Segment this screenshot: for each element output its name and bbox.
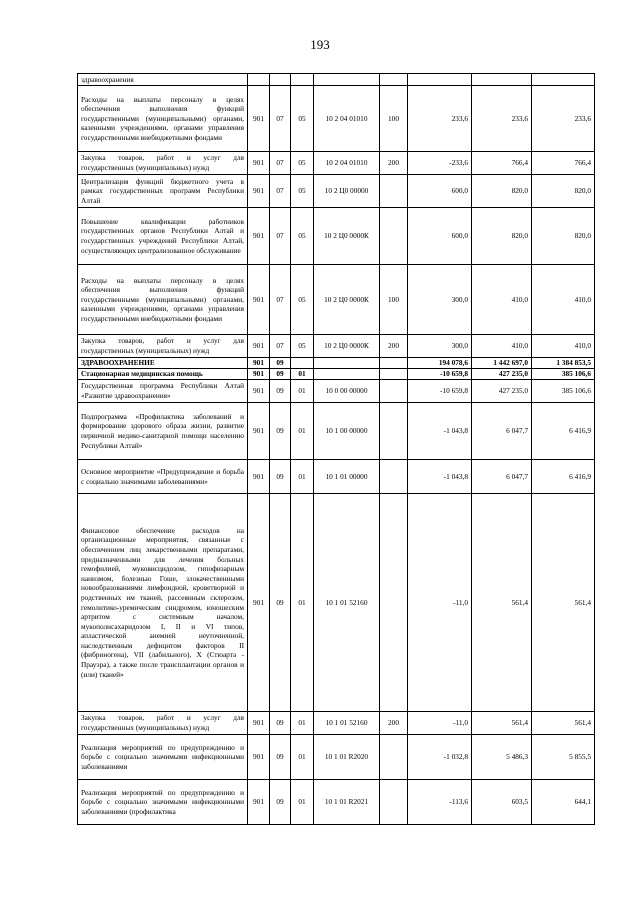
expense-type-cell <box>380 735 408 780</box>
expense-type-cell <box>380 780 408 825</box>
subsection-code-cell: 01 <box>291 780 314 825</box>
amount-year1-cell: 427 235,0 <box>472 369 532 380</box>
target-article-cell: 10 1 01 52160 <box>314 494 380 712</box>
target-article-cell <box>314 358 380 369</box>
subsection-code-cell: 05 <box>291 152 314 175</box>
target-article-cell <box>314 74 380 86</box>
amount-year2-cell: 233,6 <box>532 86 595 152</box>
amount-year1-cell: 6 047,7 <box>472 460 532 494</box>
section-code-cell <box>270 74 291 86</box>
section-code-cell: 07 <box>270 208 291 265</box>
amount-year2-cell: 6 416,9 <box>532 403 595 460</box>
expense-name-cell: Основное мероприятие «Предупреждение и борьба с социально значимыми заболеваниями» <box>78 460 248 494</box>
expense-type-cell <box>380 74 408 86</box>
amount-change-cell: -233,6 <box>408 152 472 175</box>
subsection-code-cell: 05 <box>291 175 314 208</box>
table-body <box>78 74 595 825</box>
subsection-code-cell <box>291 358 314 369</box>
amount-change-cell: -113,6 <box>408 780 472 825</box>
department-code-cell <box>248 74 270 86</box>
expense-name-cell: Расходы на выплаты персоналу в целях обеспечения выполнения функций государственными (муниципальными) органами, казенными учреждениями, органами управления государственными внебюджетными фондами <box>78 265 248 335</box>
department-code-cell: 901 <box>248 208 270 265</box>
budget-table <box>77 73 595 825</box>
amount-change-cell: -1 032,8 <box>408 735 472 780</box>
amount-year1-cell: 603,5 <box>472 780 532 825</box>
amount-year2-cell: 410,0 <box>532 335 595 358</box>
amount-year2-cell: 561,4 <box>532 494 595 712</box>
department-code-cell: 901 <box>248 265 270 335</box>
subsection-code-cell: 01 <box>291 712 314 735</box>
amount-year1-cell: 410,0 <box>472 335 532 358</box>
subsection-code-cell: 01 <box>291 735 314 780</box>
department-code-cell: 901 <box>248 712 270 735</box>
expense-name-cell: ЗДРАВООХРАНЕНИЕ <box>78 358 248 369</box>
amount-change-cell: 300,0 <box>408 335 472 358</box>
department-code-cell: 901 <box>248 175 270 208</box>
amount-change-cell: -11,0 <box>408 494 472 712</box>
amount-year2-cell: 385 106,6 <box>532 380 595 403</box>
expense-type-cell: 200 <box>380 152 408 175</box>
expense-type-cell <box>380 403 408 460</box>
department-code-cell: 901 <box>248 152 270 175</box>
expense-type-cell <box>380 358 408 369</box>
target-article-cell: 10 2 Ц0 0000К <box>314 335 380 358</box>
department-code-cell: 901 <box>248 335 270 358</box>
amount-year2-cell: 1 384 853,5 <box>532 358 595 369</box>
amount-change-cell <box>408 74 472 86</box>
section-code-cell: 09 <box>270 494 291 712</box>
expense-type-cell: 200 <box>380 712 408 735</box>
section-code-cell: 09 <box>270 735 291 780</box>
amount-year1-cell: 561,4 <box>472 494 532 712</box>
expense-name-cell: Реализация мероприятий по предупреждению и борьбе с социально значимыми инфекционными заболеваниями (профилактика <box>78 780 248 825</box>
expense-name-cell: Подпрограмма «Профилактика заболеваний и формирование здорового образа жизни, развитие первичной медико-санитарной помощи населению Республики Алтай» <box>78 403 248 460</box>
amount-year1-cell: 5 486,3 <box>472 735 532 780</box>
expense-type-cell <box>380 369 408 380</box>
subsection-code-cell: 01 <box>291 369 314 380</box>
amount-year2-cell: 766,4 <box>532 152 595 175</box>
amount-change-cell: 600,0 <box>408 175 472 208</box>
expense-type-cell: 100 <box>380 86 408 152</box>
subsection-code-cell: 05 <box>291 335 314 358</box>
expense-name-cell: Закупка товаров, работ и услуг для государственных (муниципальных) нужд <box>78 152 248 175</box>
section-code-cell: 07 <box>270 86 291 152</box>
target-article-cell: 10 2 Ц0 0000К <box>314 208 380 265</box>
section-code-cell: 09 <box>270 358 291 369</box>
amount-change-cell: 233,6 <box>408 86 472 152</box>
amount-year2-cell: 644,1 <box>532 780 595 825</box>
target-article-cell: 10 2 Ц0 00000 <box>314 175 380 208</box>
amount-year1-cell: 820,0 <box>472 175 532 208</box>
table-row <box>78 735 595 780</box>
target-article-cell: 10 2 04 01010 <box>314 86 380 152</box>
page-number: 193 <box>310 37 330 52</box>
amount-change-cell: 194 078,6 <box>408 358 472 369</box>
target-article-cell: 10 1 00 00000 <box>314 403 380 460</box>
table-row <box>78 712 595 735</box>
section-code-cell: 09 <box>270 369 291 380</box>
target-article-cell: 10 1 01 00000 <box>314 460 380 494</box>
subsection-code-cell: 05 <box>291 265 314 335</box>
amount-year2-cell: 820,0 <box>532 175 595 208</box>
table-row <box>78 335 595 358</box>
section-code-cell: 09 <box>270 712 291 735</box>
section-code-cell: 07 <box>270 152 291 175</box>
subsection-code-cell: 01 <box>291 380 314 403</box>
amount-year1-cell: 233,6 <box>472 86 532 152</box>
expense-type-cell <box>380 208 408 265</box>
table-row <box>78 460 595 494</box>
amount-change-cell: -1 043,8 <box>408 460 472 494</box>
amount-year1-cell: 6 047,7 <box>472 403 532 460</box>
expense-name-cell: Повышение квалификации работников государственных органов Республики Алтай и государственных учреждений Республики Алтай, осуществляющих централизованное обслуживание <box>78 208 248 265</box>
section-code-cell: 07 <box>270 335 291 358</box>
target-article-cell: 10 1 01 R2021 <box>314 780 380 825</box>
target-article-cell <box>314 369 380 380</box>
subsection-code-cell: 01 <box>291 494 314 712</box>
department-code-cell: 901 <box>248 369 270 380</box>
table-row <box>78 780 595 825</box>
table-row <box>78 74 595 86</box>
table-row <box>78 175 595 208</box>
department-code-cell: 901 <box>248 380 270 403</box>
expense-type-cell <box>380 494 408 712</box>
amount-change-cell: -11,0 <box>408 712 472 735</box>
amount-year2-cell: 5 855,5 <box>532 735 595 780</box>
table-row <box>78 380 595 403</box>
department-code-cell: 901 <box>248 86 270 152</box>
expense-name-cell: Закупка товаров, работ и услуг для государственных (муниципальных) нужд <box>78 712 248 735</box>
expense-type-cell: 100 <box>380 265 408 335</box>
amount-year2-cell: 410,0 <box>532 265 595 335</box>
section-code-cell: 09 <box>270 460 291 494</box>
expense-name-cell: Централизация функций бюджетного учета в рамках государственных программ Республики Алтай <box>78 175 248 208</box>
department-code-cell: 901 <box>248 403 270 460</box>
expense-type-cell <box>380 175 408 208</box>
target-article-cell: 10 0 00 00000 <box>314 380 380 403</box>
amount-year1-cell: 820,0 <box>472 208 532 265</box>
subsection-code-cell: 01 <box>291 403 314 460</box>
expense-name-cell: Закупка товаров, работ и услуг для государственных (муниципальных) нужд <box>78 335 248 358</box>
expense-type-cell <box>380 380 408 403</box>
expense-name-cell: здравоохранения <box>78 74 248 86</box>
table-row <box>78 494 595 712</box>
expense-name-cell: Реализация мероприятий по предупреждению и борьбе с социально значимыми инфекционными заболеваниями <box>78 735 248 780</box>
amount-year1-cell: 766,4 <box>472 152 532 175</box>
amount-year2-cell <box>532 74 595 86</box>
department-code-cell: 901 <box>248 358 270 369</box>
amount-year1-cell: 1 442 697,0 <box>472 358 532 369</box>
section-code-cell: 09 <box>270 780 291 825</box>
table-row <box>78 86 595 152</box>
table-row <box>78 358 595 369</box>
target-article-cell: 10 2 Ц0 0000К <box>314 265 380 335</box>
target-article-cell: 10 1 01 52160 <box>314 712 380 735</box>
amount-year1-cell: 427 235,0 <box>472 380 532 403</box>
amount-change-cell: -10 659,8 <box>408 369 472 380</box>
expense-type-cell: 200 <box>380 335 408 358</box>
amount-year2-cell: 820,0 <box>532 208 595 265</box>
department-code-cell: 901 <box>248 494 270 712</box>
department-code-cell: 901 <box>248 460 270 494</box>
subsection-code-cell: 05 <box>291 208 314 265</box>
target-article-cell: 10 1 01 R2020 <box>314 735 380 780</box>
department-code-cell: 901 <box>248 735 270 780</box>
amount-year2-cell: 385 106,6 <box>532 369 595 380</box>
expense-type-cell <box>380 460 408 494</box>
amount-year2-cell: 6 416,9 <box>532 460 595 494</box>
expense-name-cell: Стационарная медицинская помощь <box>78 369 248 380</box>
amount-change-cell: -1 043,8 <box>408 403 472 460</box>
section-code-cell: 07 <box>270 175 291 208</box>
table-row <box>78 265 595 335</box>
amount-change-cell: -10 659,8 <box>408 380 472 403</box>
amount-change-cell: 600,0 <box>408 208 472 265</box>
section-code-cell: 07 <box>270 265 291 335</box>
expense-name-cell: Государственная программа Республики Алтай «Развитие здравоохранения» <box>78 380 248 403</box>
table-row <box>78 208 595 265</box>
table-row <box>78 369 595 380</box>
expense-name-cell: Расходы на выплаты персоналу в целях обеспечения выполнения функций государственными (муниципальными) органами, казенными учреждениями, органами управления государственными внебюджетными фондами <box>78 86 248 152</box>
amount-year1-cell: 410,0 <box>472 265 532 335</box>
department-code-cell: 901 <box>248 780 270 825</box>
table-row <box>78 403 595 460</box>
amount-change-cell: 300,0 <box>408 265 472 335</box>
subsection-code-cell: 01 <box>291 460 314 494</box>
expense-name-cell: Финансовое обеспечение расходов на организационные мероприятия, связанные с обеспечением лиц лекарственными препаратами, предназначенными для лечения больных гемофилией, муковисцидозом, гипофизарным нанизмом, болезнью Гоше, злокачественными новообразованиями лимфоидной, кроветворной и родственных им тканей, рассеянным склерозом, гемолитико-уремическим синдромом, юношеским артритом с системным началом, мукополисахаридозом I, II и VI типов, апластической анемией неуточненной, наследственным дефицитом факторов II (фибриногена), VII (лабильного), X (Стюарта - Прауэра), а также после трансплантации органов и (или) тканей» <box>78 494 248 712</box>
section-code-cell: 09 <box>270 380 291 403</box>
amount-year1-cell <box>472 74 532 86</box>
table-row <box>78 152 595 175</box>
amount-year2-cell: 561,4 <box>532 712 595 735</box>
section-code-cell: 09 <box>270 403 291 460</box>
subsection-code-cell <box>291 74 314 86</box>
subsection-code-cell: 05 <box>291 86 314 152</box>
target-article-cell: 10 2 04 01010 <box>314 152 380 175</box>
amount-year1-cell: 561,4 <box>472 712 532 735</box>
